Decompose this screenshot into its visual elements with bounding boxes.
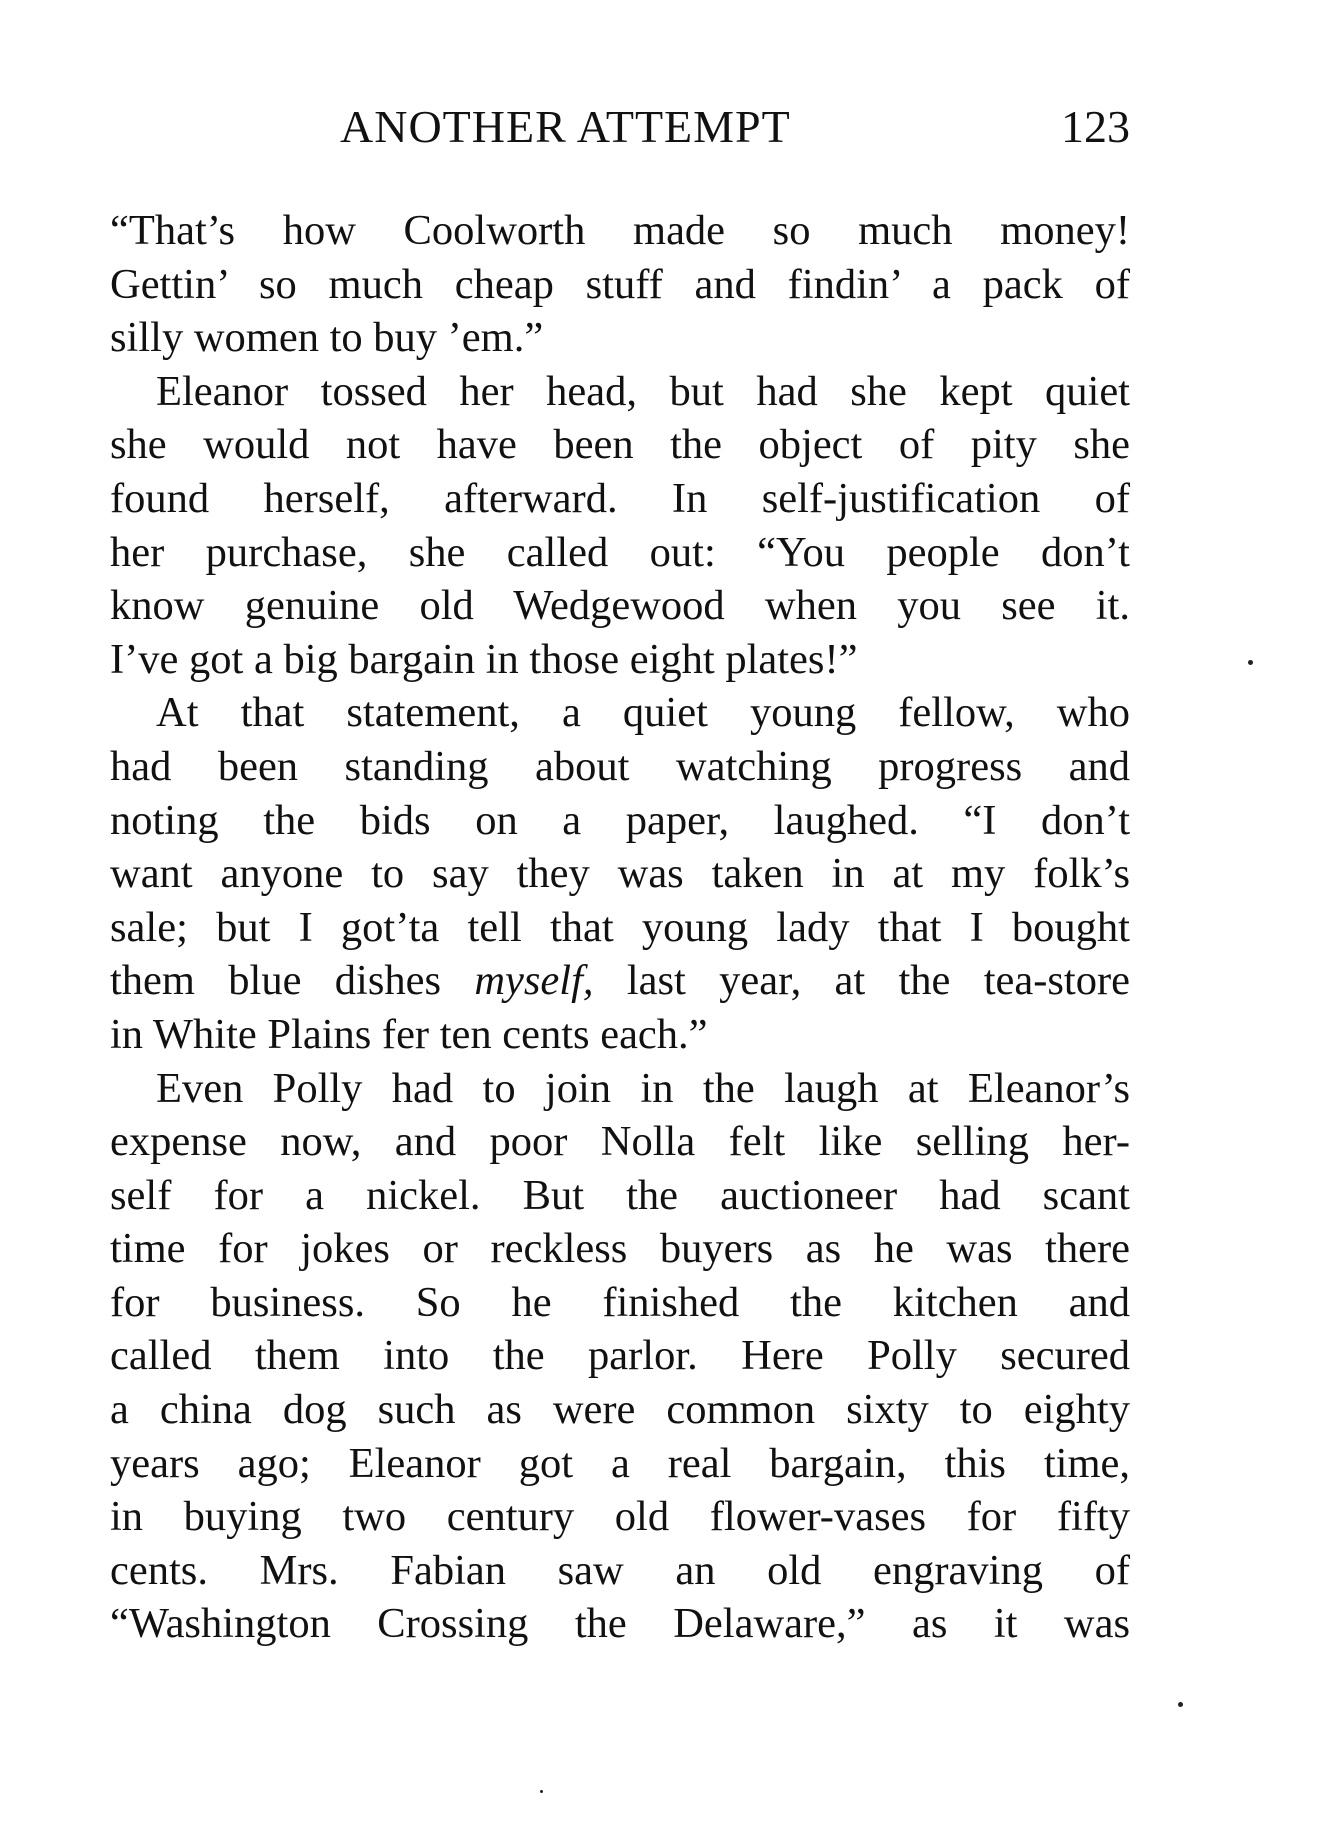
text-line: cents. Mrs. Fabian saw an old engraving of [110, 1546, 1130, 1594]
text-line: I’ve got a big bargain in those eight plates!” [110, 635, 858, 683]
text-line: sale; but I got’ta tell that young lady that I bought [110, 903, 1130, 951]
text-line: years ago; Eleanor got a real bargain, this time, [110, 1439, 1130, 1487]
text-line: noting the bids on a paper, laughed. “I don’t [110, 796, 1130, 844]
page-header [110, 100, 1130, 160]
print-speck [1248, 660, 1253, 665]
text-line: know genuine old Wedgewood when you see it. [110, 582, 1130, 630]
text-line: want anyone to say they was taken in at my folk’s [110, 850, 1130, 898]
text-line: Even Polly had to join in the laugh at Eleanor’s [156, 1064, 1130, 1112]
text-line: self for a nickel. But the auctioneer had scant [110, 1171, 1130, 1219]
text-line: At that statement, a quiet young fellow, who [156, 689, 1130, 737]
page-number: 123 [1061, 101, 1130, 152]
body-text [110, 204, 1130, 1651]
text-line: Gettin’ so much cheap stuff and findin’ a pack of [110, 260, 1130, 308]
print-speck [540, 1790, 543, 1793]
text-line: a china dog such as were common sixty to eighty [110, 1386, 1130, 1434]
text-line: had been standing about watching progress and [110, 742, 1130, 790]
text-line: her purchase, she called out: “You people don’t [110, 528, 1130, 576]
running-head: ANOTHER ATTEMPT [340, 101, 791, 152]
text-line: “Washington Crossing the Delaware,” as it was [110, 1600, 1130, 1648]
italic-word: myself, [474, 957, 594, 1005]
text-line: for business. So he finished the kitchen and [110, 1278, 1130, 1326]
text-line: called them into the parlor. Here Polly secured [110, 1332, 1130, 1380]
text-line: she would not have been the object of pity she [110, 421, 1130, 469]
text-line: in buying two century old flower-vases for fifty [110, 1493, 1130, 1541]
text-line: “That’s how Coolworth made so much money! [110, 207, 1130, 254]
text-line-mixed [110, 954, 1130, 1008]
text-line: time for jokes or reckless buyers as he was there [110, 1225, 1130, 1273]
text-fragment: last year, at the tea-store [593, 957, 1130, 1005]
text-line: silly women to buy ’em.” [110, 314, 544, 362]
text-fragment: them blue dishes [110, 957, 475, 1005]
text-line: Eleanor tossed her head, but had she kept quiet [156, 367, 1130, 415]
print-speck [1178, 1702, 1183, 1707]
text-line: found herself, afterward. In self-justification of [110, 474, 1130, 522]
text-line: expense now, and poor Nolla felt like selling her- [110, 1118, 1130, 1166]
text-line: in White Plains fer ten cents each.” [110, 1010, 708, 1058]
